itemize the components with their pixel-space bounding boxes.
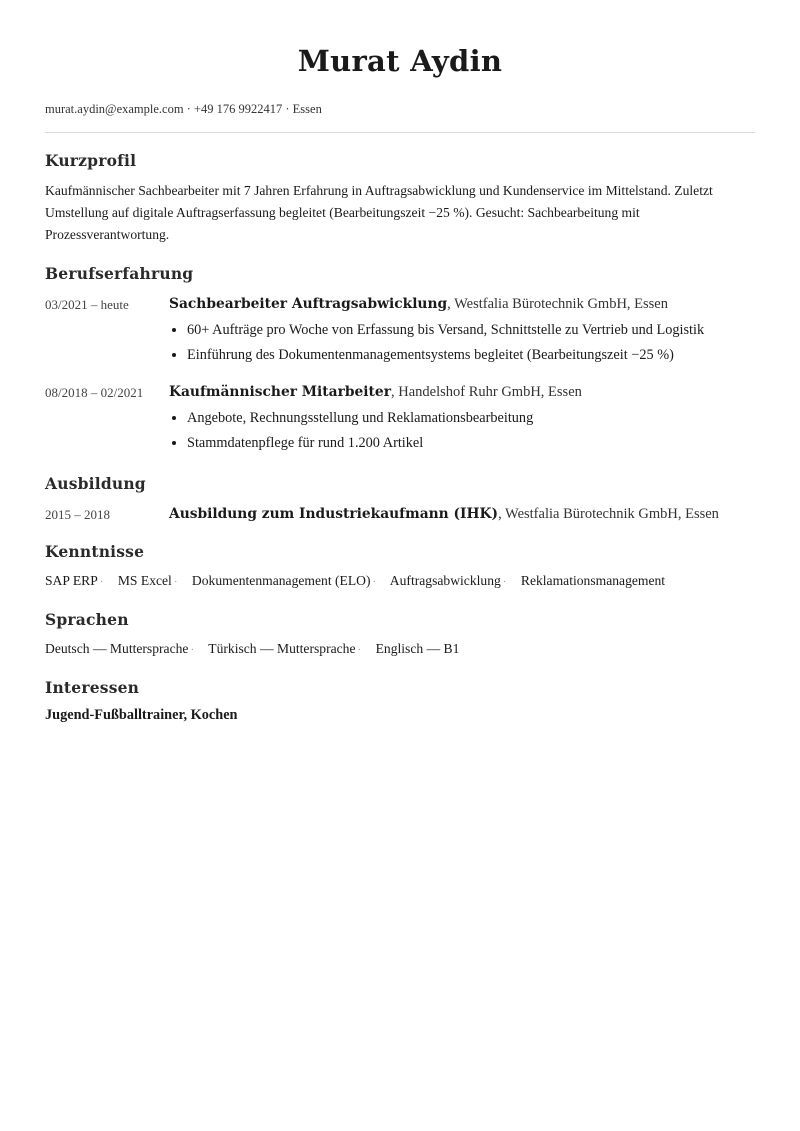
section-profile bbox=[45, 151, 755, 246]
section-heading-interests: Interessen bbox=[45, 678, 140, 697]
skill-item: Auftragsabwicklung bbox=[389, 573, 501, 588]
languages-list bbox=[45, 639, 755, 660]
entry-role: Sachbearbeiter Auftragsabwicklung bbox=[169, 296, 448, 312]
entry-body bbox=[169, 505, 755, 524]
entry-org: , Handelshof Ruhr GmbH, Essen bbox=[390, 384, 582, 400]
section-heading-experience: Berufserfahrung bbox=[45, 264, 194, 283]
list-separator: · bbox=[99, 576, 104, 588]
section-heading-education: Ausbildung bbox=[45, 474, 146, 493]
language-item: Deutsch — Muttersprache bbox=[45, 641, 189, 656]
list-separator: · bbox=[173, 576, 178, 588]
language-item: Türkisch — Muttersprache bbox=[208, 641, 356, 656]
experience-entry bbox=[45, 295, 755, 368]
entry-org: , Westfalia Bürotechnik GmbH, Essen bbox=[498, 506, 719, 522]
entry-body bbox=[169, 383, 755, 456]
entry-role: Kaufmännischer Mitarbeiter bbox=[169, 384, 391, 400]
section-heading-profile: Kurzprofil bbox=[45, 151, 137, 170]
section-heading-skills: Kenntnisse bbox=[45, 542, 145, 561]
interests-text: Jugend-Fußballtrainer, Kochen bbox=[45, 707, 238, 723]
entry-bullets bbox=[169, 406, 755, 456]
entry-date: 03/2021 – heute bbox=[45, 297, 129, 312]
skill-item: MS Excel bbox=[117, 573, 172, 588]
list-separator: · bbox=[357, 644, 362, 656]
section-languages bbox=[45, 610, 755, 660]
bullet-item: • 60+ Aufträge pro Woche von Erfassung bis Versand, Schnittstelle zu Vertrieb und Logistik bbox=[187, 318, 755, 343]
skill-item: Dokumentenmanagement (ELO) bbox=[191, 573, 371, 588]
section-interests bbox=[45, 678, 755, 724]
bullet-item: • Einführung des Dokumentenmanagementsystems begleitet (Bearbeitungszeit −25 %) bbox=[187, 343, 755, 368]
bullet-item: • Angebote, Rechnungsstellung und Reklamationsbearbeitung bbox=[187, 406, 755, 431]
section-skills bbox=[45, 542, 755, 592]
profile-text: Kaufmännischer Sachbearbeiter mit 7 Jahren Erfahrung in Auftragsabwicklung und Kundenservice im Mittelstand. Zuletzt Umstellung auf digitale Auftragserfassung begleitet (Bearbeitungszeit −25 %). Gesucht: Sachbearbeitung mit Prozessverantwortung. bbox=[45, 183, 713, 242]
entry-role: Ausbildung zum Industriekaufmann (IHK) bbox=[169, 506, 499, 522]
skill-item: SAP ERP bbox=[45, 573, 98, 588]
bullet-item: • Stammdatenpflege für rund 1.200 Artikel bbox=[187, 431, 755, 456]
entry-date: 2015 – 2018 bbox=[45, 507, 110, 522]
list-separator: · bbox=[190, 644, 195, 656]
contact-line: murat.aydin@example.com · +49 176 9922417 · Essen bbox=[45, 102, 322, 116]
entry-body bbox=[169, 295, 755, 368]
list-separator: · bbox=[502, 576, 507, 588]
language-item: Englisch — B1 bbox=[375, 641, 460, 656]
experience-entry bbox=[45, 383, 755, 456]
header-divider bbox=[45, 132, 755, 133]
candidate-name: Murat Aydin bbox=[297, 44, 503, 78]
entry-bullets bbox=[169, 318, 755, 368]
section-education bbox=[45, 474, 755, 524]
entry-date: 08/2018 – 02/2021 bbox=[45, 385, 144, 400]
skills-list bbox=[45, 571, 755, 592]
list-separator: · bbox=[372, 576, 377, 588]
section-experience bbox=[45, 264, 755, 456]
section-heading-languages: Sprachen bbox=[45, 610, 129, 629]
entry-org: , Westfalia Bürotechnik GmbH, Essen bbox=[447, 296, 668, 312]
education-entry bbox=[45, 505, 755, 524]
skill-item: Reklamationsmanagement bbox=[520, 573, 666, 588]
